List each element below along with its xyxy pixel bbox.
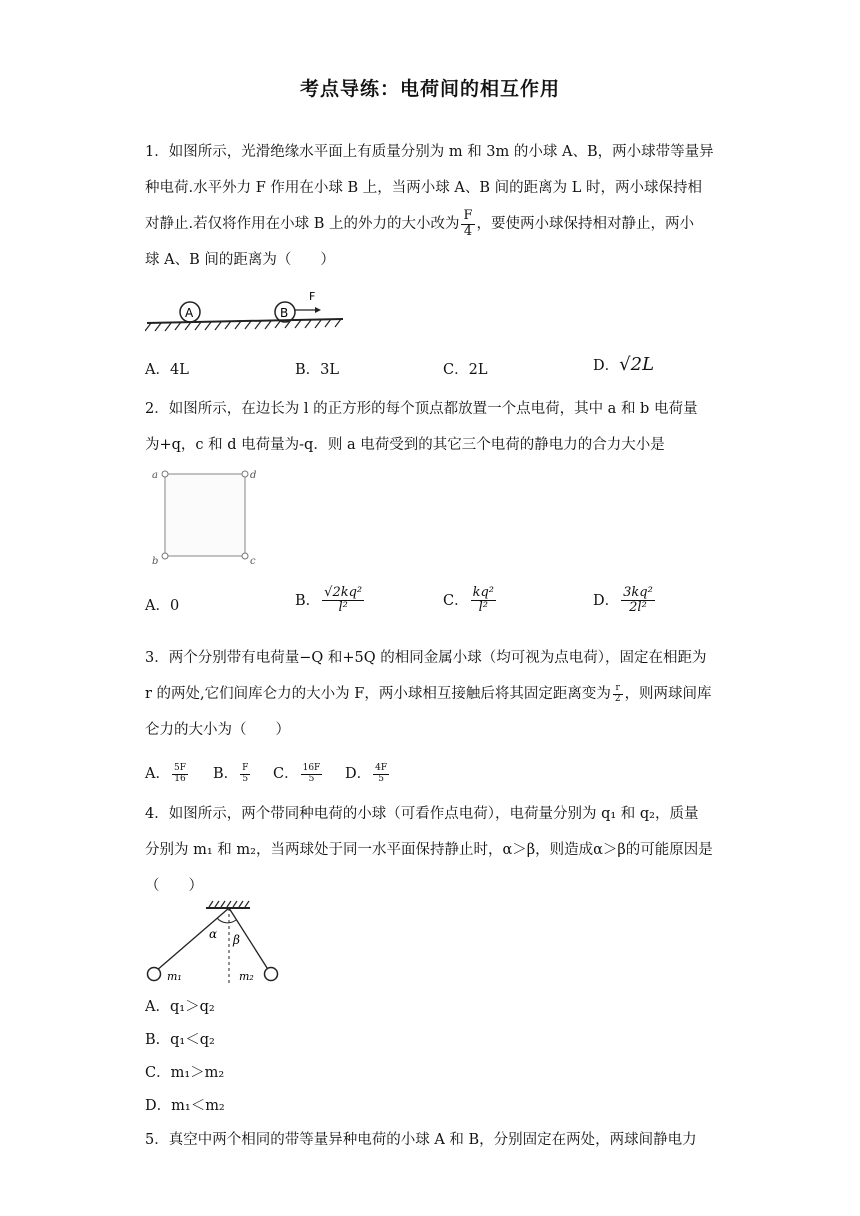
q1-line-1: 1．如图所示，光滑绝缘水平面上有质量分别为 m 和 3m 的小球 A、B，两小球带等量异 [145, 144, 714, 160]
q3-option-c-den: 5 [308, 773, 315, 784]
q2-option-d-den: 2l² [629, 600, 647, 616]
q4-ball-m2 [265, 968, 278, 981]
q3-option-b-num: F [242, 762, 249, 773]
q2-option-c [443, 586, 498, 616]
q1-fraction-den: 4 [463, 223, 473, 239]
q2-option-c-den: l² [478, 600, 488, 616]
q3-option-c-fraction [301, 764, 323, 785]
q3-fraction [613, 684, 623, 705]
q3-option-b-fraction [240, 764, 250, 785]
q3-option-b [213, 762, 252, 784]
q3-line-2 [145, 676, 720, 712]
q2-option-b-fraction [322, 586, 364, 616]
q2-option-a-label: A． [145, 598, 170, 614]
q4-string-left [156, 908, 229, 971]
q1-option-d-value: √2L [619, 354, 655, 375]
question-3 [145, 640, 720, 748]
q2-figure [148, 466, 268, 576]
q3-option-d-num: 4F [375, 762, 388, 773]
q4-line-1: 4．如图所示，两个带同种电荷的小球（可看作点电荷），电荷量分别为 q₁ 和 q₂，质量 [145, 806, 699, 822]
q1-line-3-end: ，要使两小球保持相对静止，两小 [476, 216, 695, 232]
q3-option-b-label: B． [213, 766, 239, 782]
q4-beta-label: β [233, 933, 240, 947]
q3-fraction-num: r [613, 684, 623, 695]
q4-m2-label: m₂ [239, 970, 254, 983]
q1-line-3-start: 对静止.若仅将作用在小球 B 上的外力的大小改为 [145, 216, 460, 232]
q4-alpha-label: α [209, 927, 218, 941]
q1-option-b: B．3L [295, 362, 340, 378]
q2-option-b [295, 586, 366, 616]
q1-option-d [593, 354, 654, 375]
question-1 [145, 134, 720, 278]
q3-option-d [345, 762, 391, 784]
question-2 [145, 391, 720, 463]
q1-option-d-label: D． [593, 358, 620, 374]
q1-line-2: 种电荷.水平外力 F 作用在小球 B 上，当两小球 A、B 间的距离为 L 时，两小球保持相 [145, 180, 702, 196]
q2-option-a-value: 0 [169, 598, 180, 614]
q4-figure [143, 898, 283, 988]
q3-line-3: 仑力的大小为（ ） [145, 722, 290, 738]
q2-line-1: 2．如图所示，在边长为 l 的正方形的每个顶点都放置一个点电荷，其中 a 和 b 电荷量 [145, 401, 698, 417]
q3-option-a-label: A． [145, 766, 170, 782]
q3-line-1: 3．两个分别带有电荷量−Q 和+5Q 的相同金属小球（均可视为点电荷），固定在相距为 [145, 650, 707, 666]
q2-option-d-num: 3kq² [623, 585, 653, 600]
q2-line-2: 为+q，c 和 d 电荷量为-q．则 a 电荷受到的其它三个电荷的静电力的合力大小是 [145, 437, 665, 453]
q1-line-3 [145, 206, 720, 242]
q1-fraction [461, 209, 474, 239]
q2-option-c-fraction [471, 586, 496, 616]
q4-line-3: （ ） [145, 878, 203, 894]
q2-option-c-label: C． [443, 592, 469, 609]
q4-option-d: D．m₁＜m₂ [145, 1098, 225, 1114]
q4-option-c: C．m₁＞m₂ [145, 1065, 225, 1081]
q1-figure [145, 285, 345, 335]
q3-option-d-den: 5 [378, 773, 384, 784]
q2-option-a [145, 594, 179, 615]
q4-option-b: B．q₁＜q₂ [145, 1032, 215, 1048]
q3-option-d-fraction [373, 764, 389, 785]
q1-fraction-num: F [463, 208, 473, 224]
q3-line-2-end: ，则两球间库 [624, 686, 712, 702]
q2-option-b-label: B． [295, 592, 321, 609]
q1-option-a: A．4L [145, 362, 189, 378]
q3-option-d-label: D． [345, 766, 372, 782]
q1-line-4: 球 A、B 间的距离为（ ） [145, 252, 335, 268]
q3-option-a-den: 16 [174, 773, 186, 784]
q3-option-c [273, 762, 324, 784]
q2-option-b-den: l² [338, 600, 348, 616]
q3-line-2-start: r 的两处,它们间库仑力的大小为 F，两小球相互接触后将其固定距离变为 [145, 686, 611, 702]
q2-corner-d: d [250, 470, 257, 481]
q2-corner-a: a [152, 470, 158, 481]
q2-option-d-fraction [621, 586, 655, 616]
page-title: 考点导练：电荷间的相互作用 [299, 78, 560, 100]
q4-line-2: 分别为 m₁ 和 m₂，当两球处于同一水平面保持静止时，α＞β，则造成α＞β的可能原因是 [145, 842, 713, 858]
q3-option-c-label: C． [273, 766, 299, 782]
question-4 [145, 796, 720, 904]
q1-ball-a-label: A [185, 306, 194, 320]
q3-option-a [145, 762, 190, 784]
q5-line-1: 5．真空中两个相同的带等量异种电荷的小球 A 和 B，分别固定在两处，两球间静电力 [145, 1132, 697, 1148]
question-5 [145, 1122, 720, 1158]
q2-option-c-num: kq² [472, 585, 495, 600]
q3-option-c-num: 16F [302, 762, 321, 773]
q2-corner-b: b [152, 556, 159, 567]
q4-ball-m1 [148, 968, 161, 981]
q3-fraction-den: 2 [614, 693, 621, 704]
q3-option-a-num: 5F [173, 762, 186, 773]
q4-m1-label: m₁ [167, 970, 182, 983]
q4-options [145, 991, 225, 1123]
q2-corner-c: c [250, 556, 256, 567]
q3-option-b-den: 5 [242, 773, 249, 784]
q1-ball-b-label: B [280, 306, 289, 320]
q1-force-label: F [309, 290, 316, 303]
q4-option-a: A．q₁＞q₂ [145, 999, 215, 1015]
q2-option-d-label: D． [593, 592, 620, 609]
q1-option-c: C．2L [443, 362, 488, 378]
q2-option-d [593, 586, 657, 616]
q3-option-a-fraction [172, 764, 188, 785]
q2-option-b-num: √2kq² [324, 585, 363, 600]
